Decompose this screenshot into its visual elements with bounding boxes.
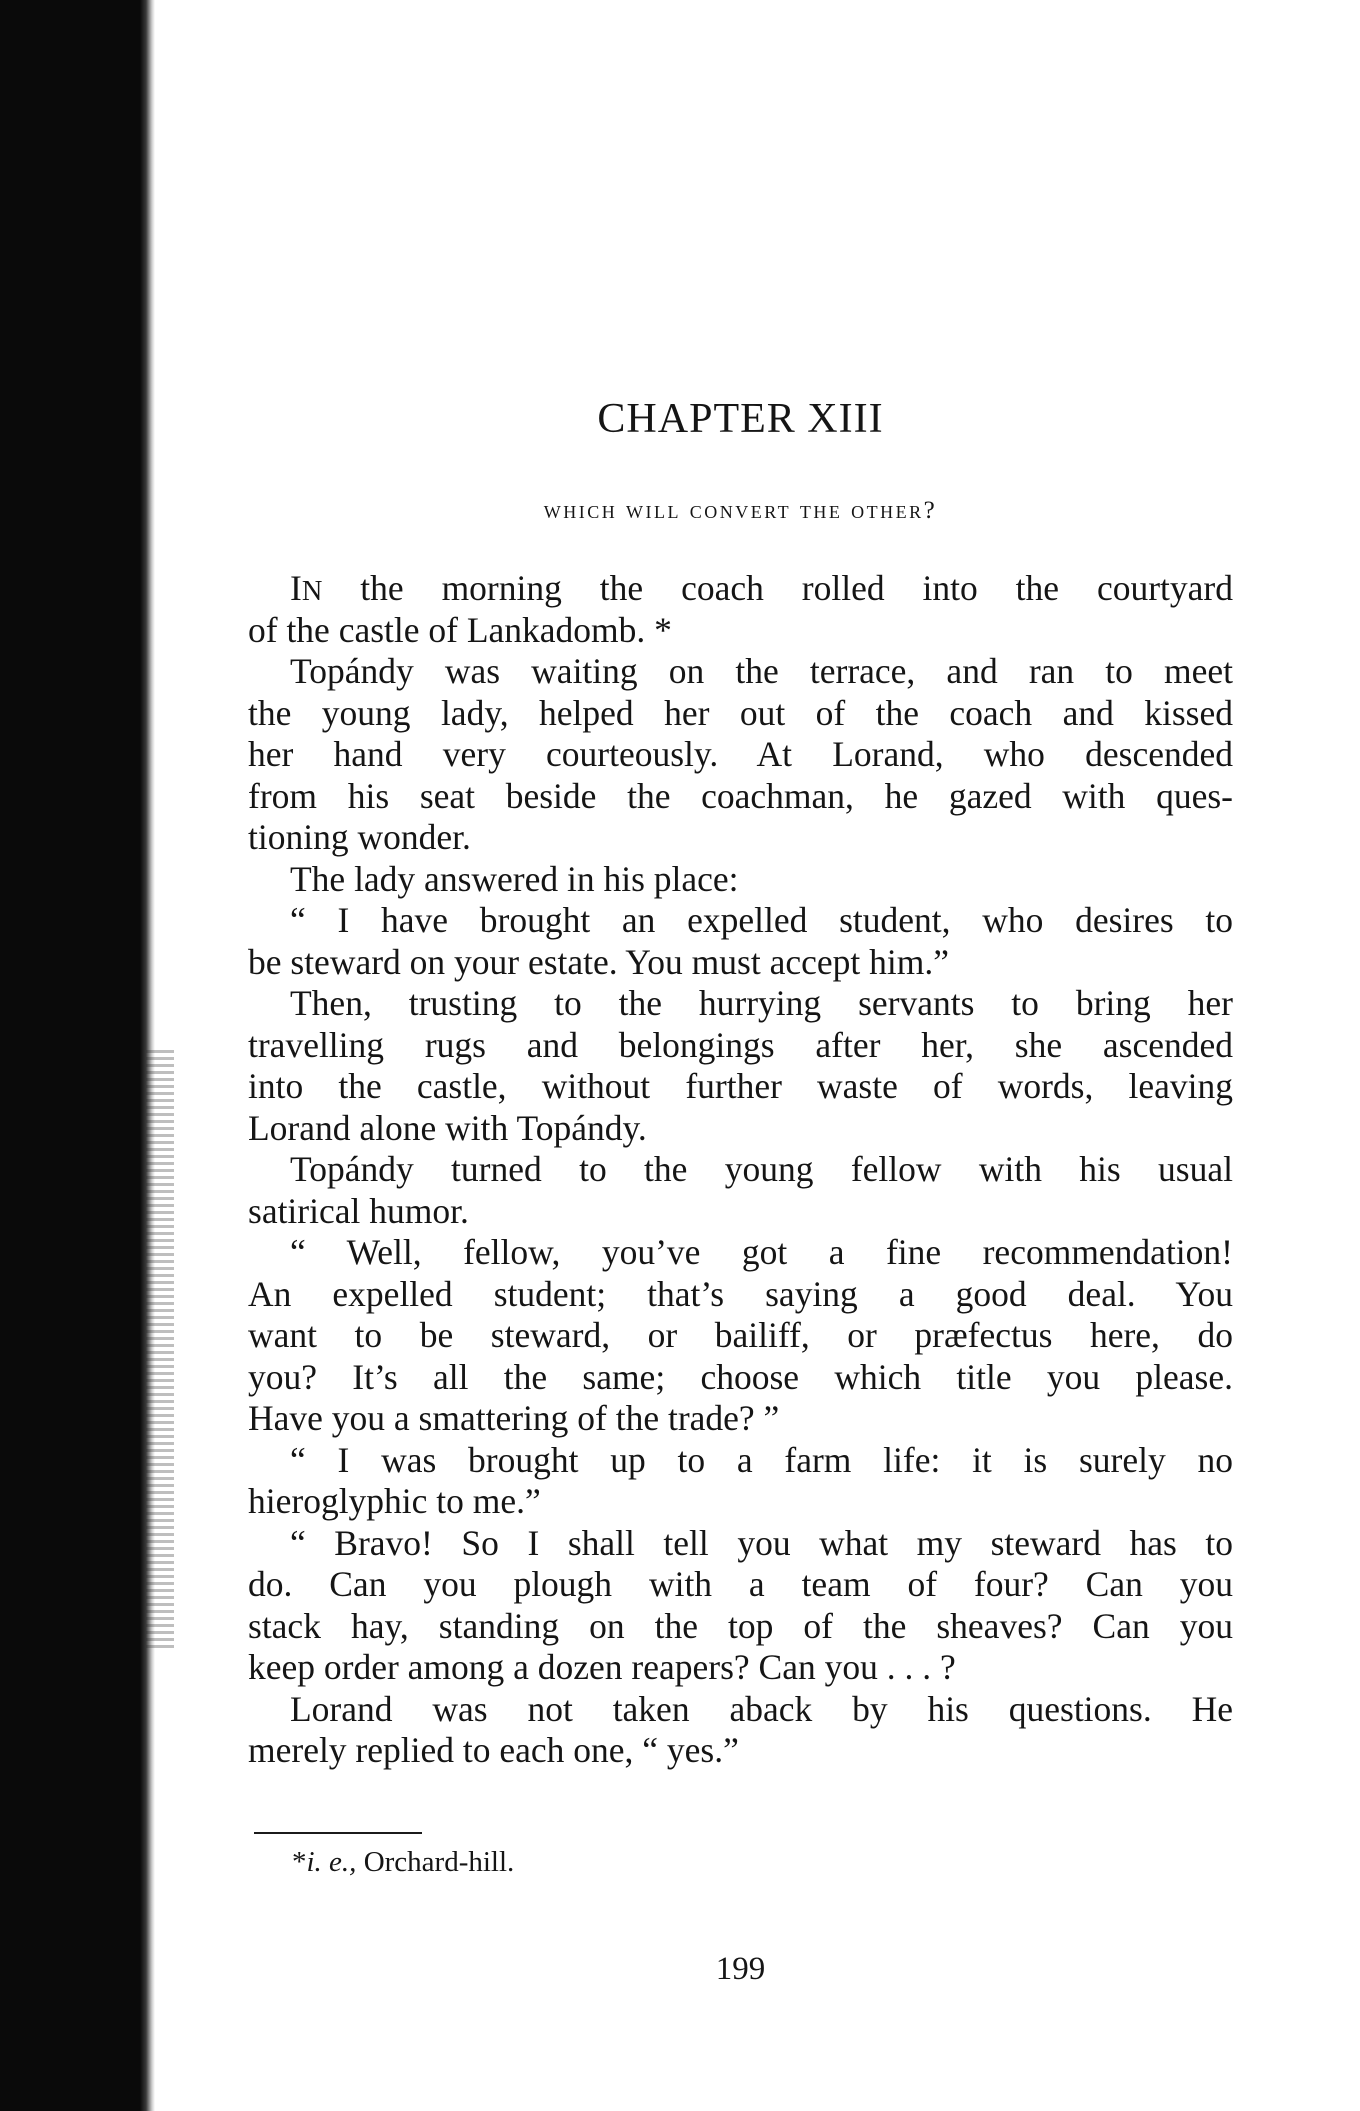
text-line: “ Well, fellow, you’ve got a fine recommendation! xyxy=(290,1232,1233,1272)
text-line: do. Can you plough with a team of four? Can you xyxy=(248,1564,1233,1604)
footnote-abbrev: i. e., xyxy=(306,1846,357,1878)
page-number: 199 xyxy=(715,1951,766,1987)
scan-binding-edge xyxy=(146,1050,174,1650)
text-line: tioning wonder. xyxy=(248,817,471,857)
chapter-body xyxy=(248,568,1233,1772)
text-line: the young lady, helped her out of the coach and kissed xyxy=(248,692,1233,733)
scan-binding-shadow xyxy=(0,0,155,2111)
chapter-subtitle: which will convert the other? xyxy=(543,497,938,524)
text-line: IN the morning the coach rolled into the courtyard xyxy=(290,568,1233,608)
text-line: “ Bravo! So I shall tell you what my steward has to xyxy=(290,1522,1233,1563)
footnote xyxy=(292,1848,514,1877)
text-line: Topándy turned to the young fellow with his usual xyxy=(290,1149,1233,1189)
text-line: want to be steward, or bailiff, or præfectus here, do xyxy=(248,1315,1233,1355)
text-line: “ I have brought an expelled student, who desires to xyxy=(290,900,1233,940)
text-line: her hand very courteously. At Lorand, who descended xyxy=(248,734,1233,774)
text-line: An expelled student; that’s saying a good deal. You xyxy=(248,1273,1233,1314)
text-line: satirical humor. xyxy=(248,1190,469,1231)
text-line: stack hay, standing on the top of the sheaves? Can you xyxy=(248,1605,1233,1646)
text-line: keep order among a dozen reapers? Can you . . . ? xyxy=(248,1647,956,1687)
book-page xyxy=(248,0,1233,2111)
text-line: The lady answered in his place: xyxy=(290,858,739,899)
text-line: Then, trusting to the hurrying servants to bring her xyxy=(290,983,1233,1023)
footnote-text: Orchard-hill. xyxy=(363,1846,515,1878)
text-line: from his seat beside the coachman, he gazed with ques- xyxy=(248,775,1233,816)
text-line: travelling rugs and belongings after her, she ascended xyxy=(248,1024,1233,1065)
text-line: into the castle, without further waste of words, leaving xyxy=(248,1066,1233,1106)
text-line: you? It’s all the same; choose which title you please. xyxy=(248,1356,1233,1397)
text-line: “ I was brought up to a farm life: it is surely no xyxy=(290,1439,1233,1480)
footnote-marker: * xyxy=(292,1846,307,1878)
text-line: Topándy was waiting on the terrace, and ran to meet xyxy=(290,651,1233,691)
text-line: Have you a smattering of the trade? ” xyxy=(248,1398,780,1438)
footnote-divider xyxy=(254,1832,422,1834)
text-line: be steward on your estate. You must accept him.” xyxy=(248,941,949,982)
text-line: Lorand alone with Topándy. xyxy=(248,1107,647,1148)
text-line: hieroglyphic to me.” xyxy=(248,1481,541,1521)
text-line: of the castle of Lankadomb. * xyxy=(248,609,672,650)
chapter-title: CHAPTER XIII xyxy=(597,396,884,442)
text-line: merely replied to each one, “ yes.” xyxy=(248,1730,739,1770)
text-line: Lorand was not taken aback by his questions. He xyxy=(290,1688,1233,1729)
